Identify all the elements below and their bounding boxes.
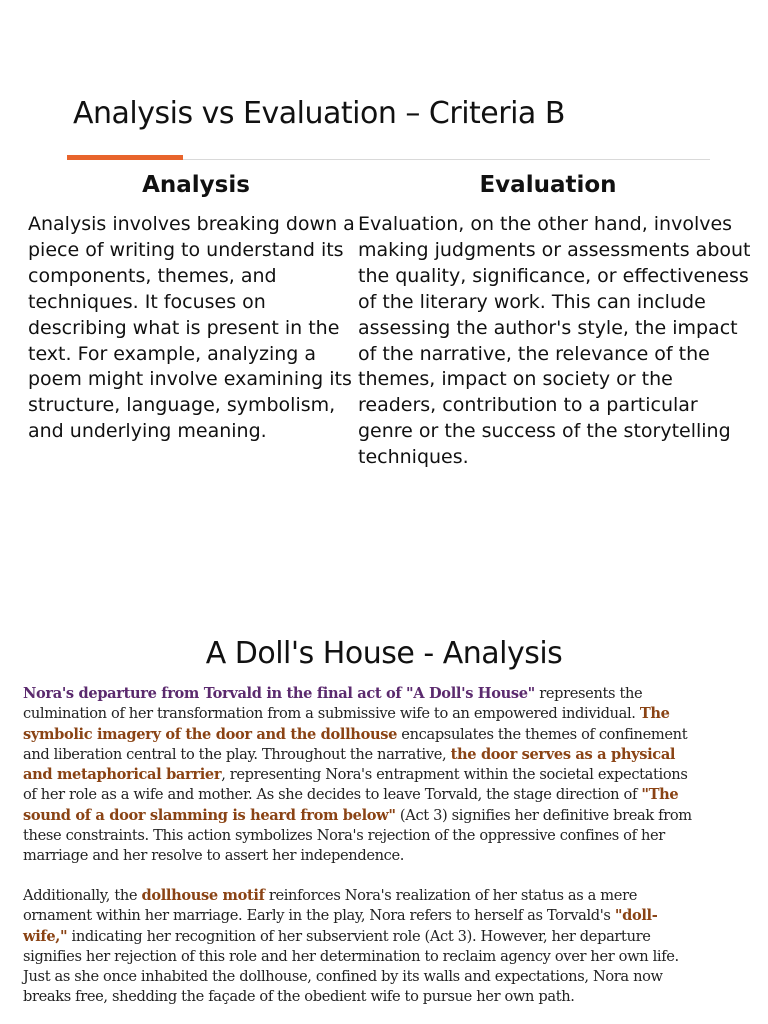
paragraph-line (23, 806, 753, 826)
title-divider (183, 159, 710, 160)
evaluation-line: making judgments or assessments about (358, 238, 751, 261)
highlight-text: The (639, 705, 670, 723)
analysis-paragraph-1 (23, 684, 753, 867)
analysis-heading: Analysis (142, 172, 250, 198)
slide2-title: A Doll's House - Analysis (205, 636, 563, 671)
highlight-text: wife," (23, 927, 68, 945)
highlight-text: the door serves as a physical (450, 745, 676, 763)
text-run: ornament within her marriage. Early in the play, Nora refers to herself as Torvald's (23, 907, 615, 925)
text-run: (Act 3) signifies her definitive break from (395, 806, 692, 824)
paragraph-line (23, 906, 753, 926)
highlight-text: symbolic imagery of the door and the dollhouse (23, 725, 398, 743)
paragraph-line (23, 725, 753, 745)
paragraph-line (23, 967, 753, 987)
slide1-title: Analysis vs Evaluation – Criteria B (73, 96, 565, 131)
evaluation-line: the quality, significance, or effectiveness (358, 264, 749, 287)
analysis-line: piece of writing to understand its (28, 238, 344, 261)
analysis-line: poem might involve examining its (28, 368, 352, 391)
text-run: signifies her rejection of this role and her determination to reclaim agency over her own life. (23, 947, 679, 965)
analysis-paragraph-2 (23, 886, 753, 1008)
paragraph-line (23, 846, 753, 866)
text-run: culmination of her transformation from a submissive wife to an empowered individual. (23, 705, 640, 723)
paragraph-line (23, 765, 753, 785)
paragraph-line (23, 947, 753, 967)
text-run: represents the (534, 685, 643, 702)
text-run: , representing Nora's entrapment within the societal expectations (221, 766, 688, 784)
highlight-text: "The (641, 786, 679, 804)
analysis-line: describing what is present in the (28, 316, 340, 339)
evaluation-heading: Evaluation (479, 172, 617, 198)
text-run: marriage and her resolve to assert her independence. (23, 847, 405, 865)
text-run: breaks free, shedding the façade of the obedient wife to pursue her own path. (23, 988, 575, 1006)
evaluation-line: Evaluation, on the other hand, involves (358, 213, 733, 235)
paragraph-line (23, 886, 753, 906)
analysis-body (28, 212, 355, 445)
text-run: these constraints. This action symbolizes Nora's rejection of the oppressive confines of her (23, 827, 665, 845)
highlight-text: and metaphorical barrier (23, 766, 222, 784)
text-run: of her role as a wife and mother. As she decides to leave Torvald, the stage direction of (23, 786, 642, 804)
text-run: Additionally, the (23, 887, 142, 904)
analysis-line: Analysis involves breaking down a (28, 213, 355, 235)
evaluation-line: techniques. (358, 446, 469, 469)
evaluation-line: themes, impact on society or the (358, 368, 673, 391)
paragraph-line (23, 684, 753, 704)
paragraph-line (23, 987, 753, 1007)
text-run: Just as she once inhabited the dollhouse, confined by its walls and expectations, Nora now (23, 968, 663, 986)
paragraph-line (23, 826, 753, 846)
text-run: encapsulates the themes of confinement (397, 725, 688, 743)
paragraph-line (23, 704, 753, 724)
evaluation-line: readers, contribution to a particular (358, 394, 698, 417)
evaluation-line: of the narrative, the relevance of the (358, 342, 710, 365)
evaluation-line: assessing the author's style, the impact (358, 316, 738, 339)
evaluation-line: of the literary work. This can include (358, 290, 706, 313)
text-run: and liberation central to the play. Throughout the narrative, (23, 745, 451, 763)
highlight-text: sound of a door slamming is heard from below" (23, 806, 396, 824)
evaluation-line: genre or the success of the storytelling (358, 420, 731, 443)
analysis-line: techniques. It focuses on (28, 290, 266, 313)
text-run: indicating her recognition of her subservient role (Act 3). However, her departure (67, 927, 651, 945)
title-accent-bar (67, 155, 183, 160)
analysis-line: text. For example, analyzing a (28, 342, 317, 365)
text-run: reinforces Nora's realization of her status as a mere (264, 887, 637, 904)
analysis-line: components, themes, and (28, 264, 277, 287)
analysis-line: and underlying meaning. (28, 420, 267, 443)
highlight-text: dollhouse motif (141, 887, 265, 904)
paragraph-line (23, 785, 753, 805)
paragraph-line (23, 927, 753, 947)
paragraph-line (23, 745, 753, 765)
highlight-text: Nora's departure from Torvald in the final act of "A Doll's House" (23, 685, 535, 702)
analysis-line: structure, language, symbolism, (28, 394, 336, 417)
highlight-text: "doll- (614, 907, 658, 925)
evaluation-body (358, 212, 751, 471)
